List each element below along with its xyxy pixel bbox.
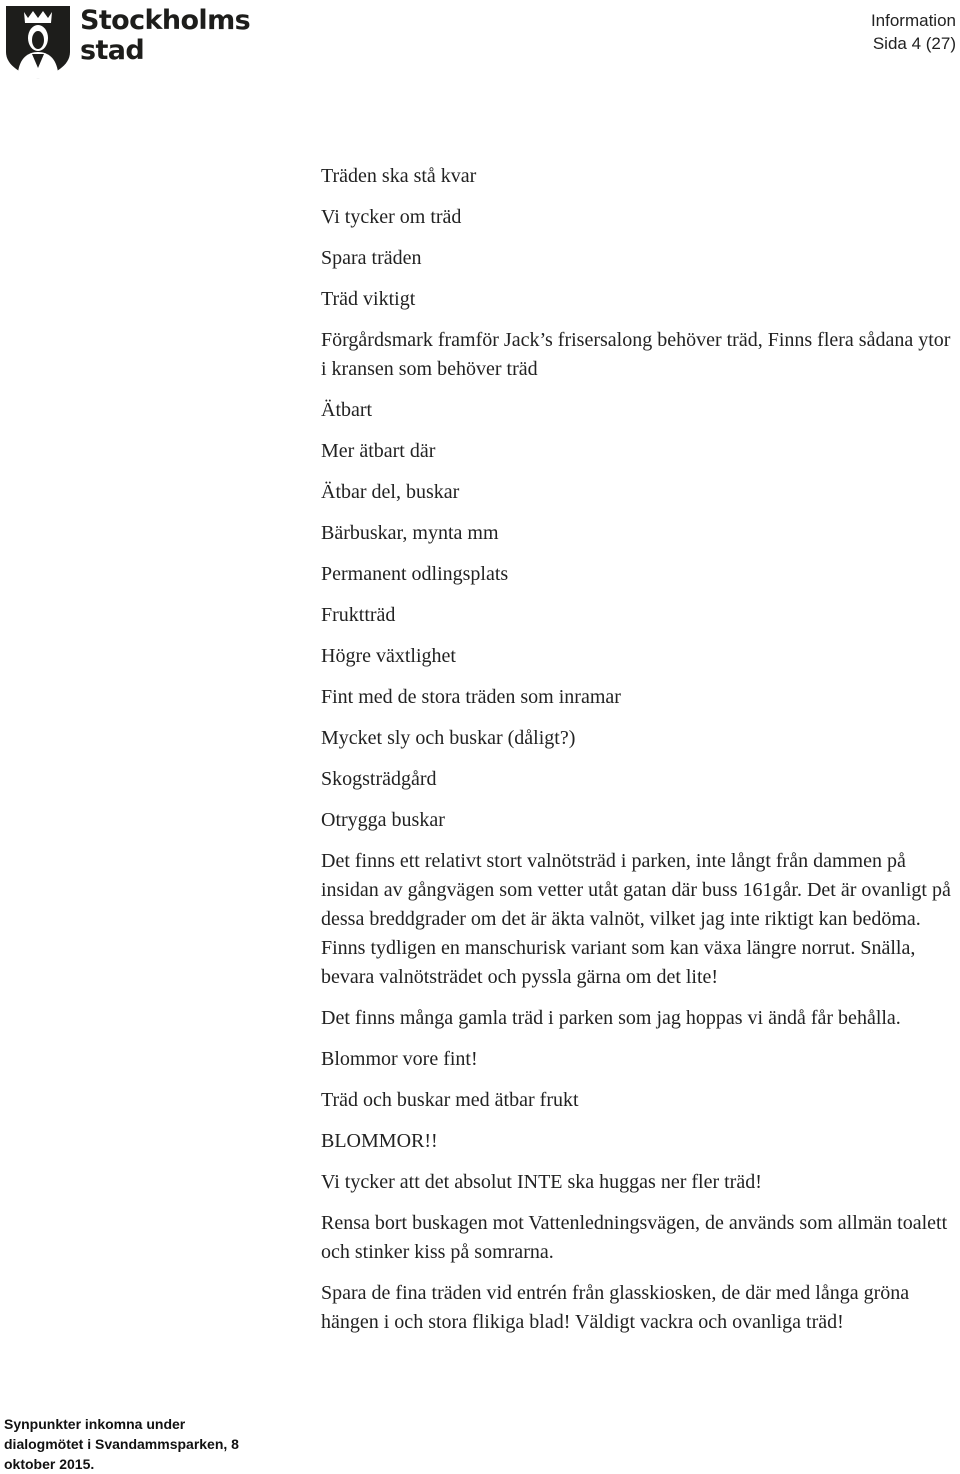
paragraph: Skogsträdgård [321,768,437,790]
document-body [321,162,953,1349]
stockholms-stad-logo [4,2,251,80]
document-type: Information [870,11,956,30]
paragraph: Ätbar del, buskar [321,481,460,503]
paragraph: Högre växtlighet [321,645,456,667]
document-header [871,9,956,55]
logo-line-1: Stockholms [80,5,251,36]
paragraph: Det finns många gamla träd i parken som jag hoppas vi ändå får behålla. [321,1007,901,1029]
paragraph: Ätbart [321,399,373,421]
paragraph: Träden ska stå kvar [321,165,477,187]
paragraph: Spara de fina träden vid entrén från glasskiosken, de där med långa gröna hängen i och stora flikiga blad! Väldigt vackra och ovanliga träd! [321,1282,910,1333]
paragraph: Mycket sly och buskar (dåligt?) [321,727,576,749]
paragraph: Vi tycker om träd [321,206,462,228]
paragraph: Träd viktigt [321,288,416,310]
logo-wordmark [80,6,250,66]
paragraph: Spara träden [321,247,422,269]
paragraph: Blommor vore fint! [321,1048,478,1070]
paragraph: Fint med de stora träden som inramar [321,686,621,708]
paragraph: Vi tycker att det absolut INTE ska huggas ner fler träd! [321,1171,762,1193]
paragraph: Permanent odlingsplats [321,563,509,585]
logo-line-2: stad [80,35,145,66]
page-number: Sida 4 (27) [872,34,956,53]
paragraph: Förgårdsmark framför Jack’s frisersalong behöver träd, Finns flera sådana ytor i kransen som behöver träd [321,329,951,380]
source-note: Synpunkter inkomna under dialogmötet i Svandammsparken, 8 oktober 2015. [4,1416,239,1472]
paragraph: Mer ätbart där [321,440,436,462]
paragraph: Rensa bort buskagen mot Vattenledningsvägen, de används som allmän toalett och stinker kiss på somrarna. [321,1212,948,1263]
city-crest-icon [4,2,72,80]
paragraph: Träd och buskar med ätbar frukt [321,1089,579,1111]
paragraph: Det finns ett relativt stort valnötsträd i parken, inte långt från dammen på insidan av gångvägen som vetter utåt gatan där buss 161går. Det är ovanligt på dessa breddgrader om det är äkta valnöt, vilket jag inte riktigt kan bedöma. Finns tydligen en manschurisk variant som kan växa längre norrut. Snälla, bevara valnötsträdet och pyssla gärna om det lite! [321,850,951,988]
paragraph: Fruktträd [321,604,396,626]
paragraph: Otrygga buskar [321,809,445,831]
paragraph: Bärbuskar, mynta mm [321,522,499,544]
paragraph: BLOMMOR!! [321,1130,438,1152]
